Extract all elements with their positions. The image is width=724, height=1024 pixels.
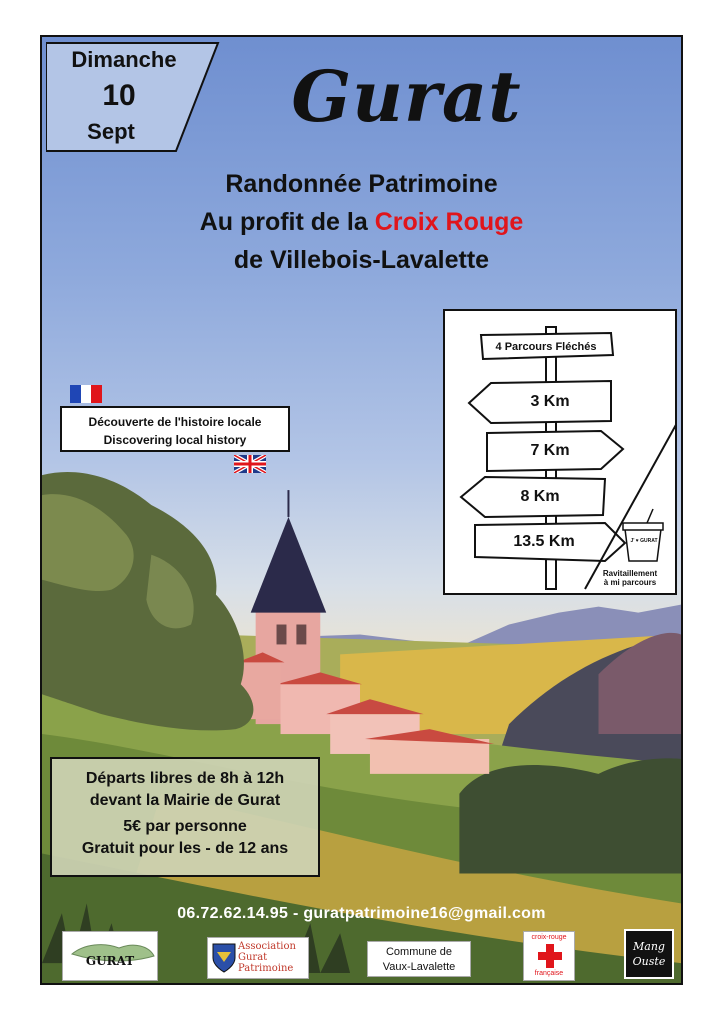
commune-l2: Vaux-Lavalette <box>382 961 456 973</box>
gurat-logo <box>62 931 158 981</box>
route-13-5km: 13.5 Km <box>513 533 575 550</box>
croix-rouge-bottom: française <box>534 970 564 977</box>
info-line4: Gratuit pour les - de 12 ans <box>81 840 289 857</box>
uk-flag-icon <box>234 455 266 473</box>
subtitle-line3: de Villebois-Lavalette <box>233 246 490 274</box>
info-box <box>50 757 320 877</box>
commune-logo <box>367 941 471 977</box>
date-day: Dimanche <box>71 47 177 72</box>
subtitle-line1: Randonnée Patrimoine <box>225 170 498 198</box>
red-cross-icon <box>538 944 562 968</box>
route-7km: 7 Km <box>530 442 570 459</box>
association-l2: Gurat <box>238 952 268 963</box>
croix-rouge-top: croix-rouge <box>531 934 567 941</box>
contact-line: 06.72.62.14.95 - guratpatrimoine16@gmail.com <box>177 905 546 922</box>
discovery-box <box>60 406 290 452</box>
poster <box>40 35 683 985</box>
subtitle-line2-prefix: Au profit de la <box>199 208 375 236</box>
discovery-fr: Découverte de l'histoire locale <box>88 415 262 429</box>
cup-text: J' ♥ GURAT <box>630 538 658 544</box>
french-flag-icon <box>70 385 102 403</box>
shield-icon <box>211 942 237 974</box>
date-month: Sept <box>87 119 135 144</box>
route-8km: 8 Km <box>520 488 560 505</box>
cup-icon <box>625 529 661 561</box>
discovery-en: Discovering local history <box>103 433 247 447</box>
mang-ouste-logo <box>624 929 674 979</box>
info-line1: Départs libres de 8h à 12h <box>85 770 285 787</box>
signpost-header: 4 Parcours Fléchés <box>495 341 597 353</box>
association-l1: Association <box>238 941 296 952</box>
croix-rouge-logo <box>523 931 575 981</box>
mang-l1: Mang <box>633 940 665 953</box>
commune-l1: Commune de <box>385 946 453 958</box>
association-l3: Patrimoine <box>238 963 294 974</box>
subtitle-line2 <box>42 208 681 237</box>
page-title: Gurat <box>291 55 522 138</box>
route-3km: 3 Km <box>530 393 570 410</box>
date-number: 10 <box>102 79 136 112</box>
subtitle-highlight: Croix Rouge <box>374 208 524 236</box>
association-logo <box>207 937 309 979</box>
gurat-logo-text: GURAT <box>85 954 135 968</box>
info-line3: 5€ par personne <box>123 818 247 835</box>
mang-l2: Ouste <box>632 955 666 968</box>
signpost-panel <box>443 309 677 595</box>
info-line2: devant la Mairie de Gurat <box>89 792 281 809</box>
refreshment-note: Ravitaillement à mi parcours <box>602 569 658 587</box>
